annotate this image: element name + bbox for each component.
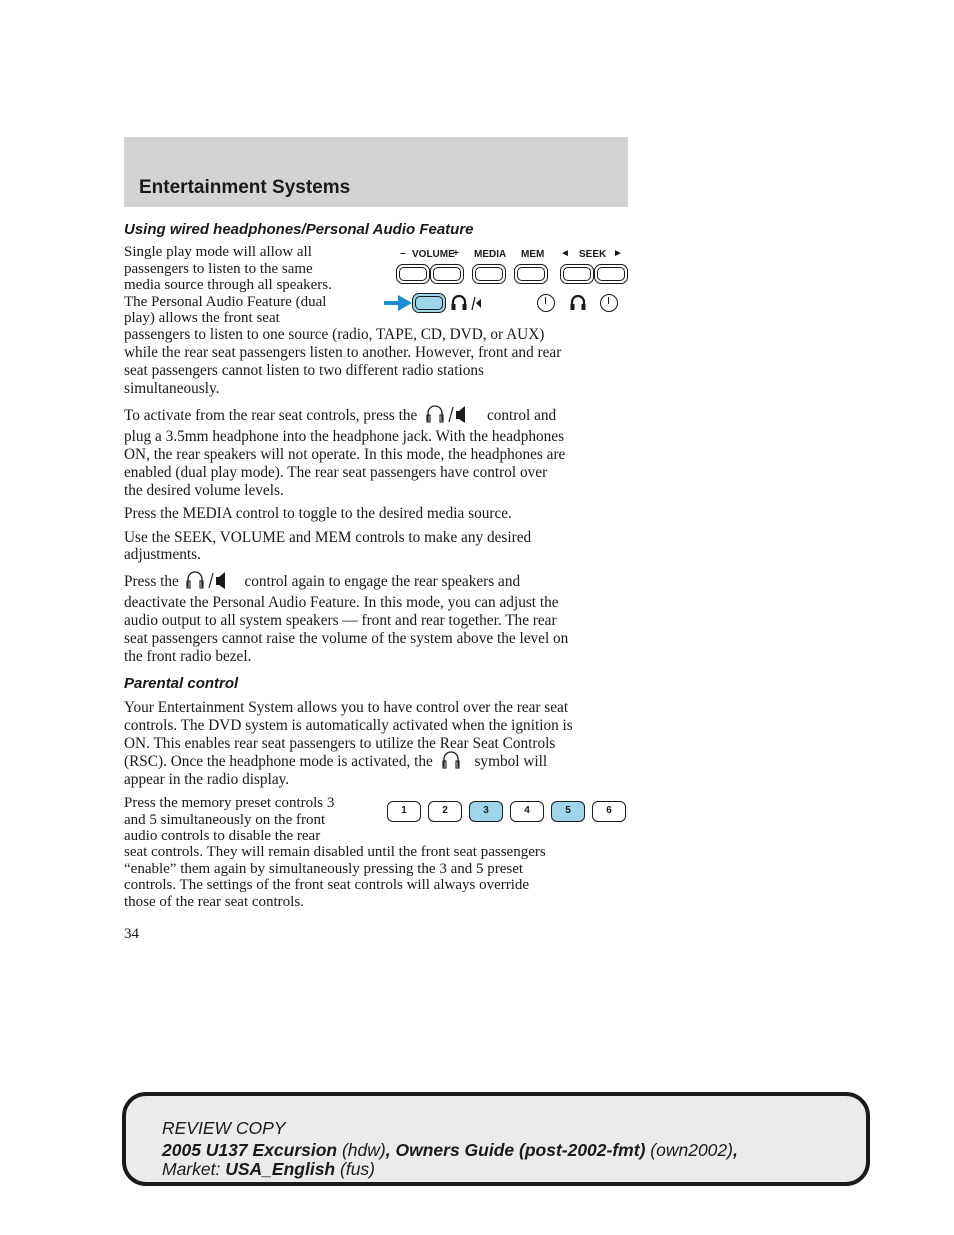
text-line: passengers to listen to the same <box>124 260 313 277</box>
text-line: simultaneously. <box>124 380 220 397</box>
text-line: deactivate the Personal Audio Feature. In this mode, you can adjust the <box>124 594 559 611</box>
subheading-headphones: Using wired headphones/Personal Audio Feature <box>124 221 474 238</box>
preset-button-3[interactable]: 3 <box>469 801 503 822</box>
page-title: Entertainment Systems <box>139 177 351 198</box>
activate-text-pre: To activate from the rear seat controls, press the <box>124 407 418 424</box>
media-label: MEDIA <box>474 249 507 260</box>
footer-model: 2005 U137 Excursion <box>162 1140 338 1160</box>
footer-sep: , <box>385 1140 391 1160</box>
text-line: enabled (dual play mode). The rear seat passengers have control over <box>124 464 548 481</box>
preset-button-4[interactable]: 4 <box>510 801 544 822</box>
text-line: seat passengers cannot raise the volume of the system above the level on <box>124 630 569 647</box>
text-line: controls. The DVD system is automatically activated when the ignition is <box>124 717 573 734</box>
text-line: media source through all speakers. <box>124 277 332 293</box>
headphone-speaker-icon <box>185 570 235 590</box>
volume-up-button[interactable] <box>430 264 464 284</box>
headphone-speaker-icon <box>425 404 475 424</box>
page-number: 34 <box>124 926 139 942</box>
text-line: the desired volume levels. <box>124 482 284 499</box>
text-line: and 5 simultaneously on the front <box>124 811 326 828</box>
memory-preset-buttons <box>386 801 630 825</box>
headphone-icon <box>441 750 463 770</box>
press-again-post: control again to engage the rear speakers and <box>244 573 521 590</box>
headphone-speaker-icon <box>450 294 484 312</box>
preset-button-5[interactable]: 5 <box>551 801 585 822</box>
text-line: audio controls to disable the rear <box>124 828 321 844</box>
preset-button-1[interactable]: 1 <box>387 801 421 822</box>
headphone-jack-icon <box>569 294 587 312</box>
text-line: The Personal Audio Feature (dual <box>124 293 327 310</box>
press-again-pre: Press the <box>124 573 179 590</box>
footer-model-code: (hdw) <box>341 1140 386 1160</box>
text-line-with-icon <box>124 753 547 771</box>
preset-button-6[interactable]: 6 <box>592 801 626 822</box>
text-line-with-icon <box>124 407 556 425</box>
text-line: those of the rear seat controls. <box>124 893 304 910</box>
text-line-with-icon <box>124 573 520 591</box>
volume-label: VOLUME <box>412 249 455 260</box>
footer-market: USA_English <box>225 1159 336 1179</box>
text-line: the front radio bezel. <box>124 648 252 665</box>
preset-button-2[interactable]: 2 <box>428 801 462 822</box>
text-line: plug a 3.5mm headphone into the headphone jack. With the headphones <box>124 428 565 445</box>
text-line: play) allows the front seat <box>124 310 280 326</box>
mem-button[interactable] <box>514 264 548 284</box>
p1-icon-pre: (RSC). Once the headphone mode is activated, the <box>124 753 433 770</box>
volume-knob-left-icon <box>537 294 555 312</box>
text-line: audio output to all system speakers — front and rear together. The rear <box>124 612 557 629</box>
text-line: Single play mode will allow all <box>124 244 312 260</box>
activate-text-post: control and <box>486 407 557 424</box>
volume-minus-label: – <box>400 248 406 259</box>
media-button[interactable] <box>472 264 506 284</box>
footer-market-label: Market: <box>162 1159 221 1179</box>
footer-market-code: (fus) <box>340 1159 375 1179</box>
text-line: Use the SEEK, VOLUME and MEM controls to make any desired <box>124 529 532 546</box>
subheading-parental-control: Parental control <box>124 675 239 692</box>
text-line: ON. This enables rear seat passengers to utilize the Rear Seat Controls <box>124 735 556 752</box>
text-line: while the rear seat passengers listen to another. However, front and rear <box>124 344 562 361</box>
footer-document-line <box>162 1140 738 1161</box>
text-line: Press the MEDIA control to toggle to the desired media source. <box>124 505 512 522</box>
text-line: adjustments. <box>124 546 201 563</box>
rear-seat-controls-figure <box>390 244 630 318</box>
seek-label: SEEK <box>579 249 607 260</box>
text-line: Your Entertainment System allows you to have control over the rear seat <box>124 699 569 716</box>
text-line: seat controls. They will remain disabled until the front seat passengers <box>124 844 546 860</box>
volume-plus-label: + <box>453 248 459 259</box>
headphone-speaker-toggle-button[interactable] <box>412 293 446 313</box>
footer-market-line <box>162 1159 375 1180</box>
volume-down-button[interactable] <box>396 264 430 284</box>
text-line: passengers to listen to one source (radio, TAPE, CD, DVD, or AUX) <box>124 326 545 343</box>
mem-label: MEM <box>521 249 545 260</box>
seek-up-button[interactable] <box>594 264 628 284</box>
text-line: controls. The settings of the front seat controls will always override <box>124 877 530 893</box>
footer-guide-code: (own2002) <box>650 1140 733 1160</box>
p1-icon-post: symbol will <box>474 753 548 770</box>
text-line: appear in the radio display. <box>124 771 290 788</box>
text-line: seat passengers cannot listen to two different radio stations <box>124 362 484 379</box>
text-line: Press the memory preset controls 3 <box>124 795 335 811</box>
volume-knob-right-icon <box>600 294 618 312</box>
seek-down-button[interactable] <box>560 264 594 284</box>
seek-left-label: ◄ <box>560 248 570 259</box>
review-copy-label: REVIEW COPY <box>162 1118 286 1138</box>
text-line: “enable” them again by simultaneously pressing the 3 and 5 preset <box>124 860 524 877</box>
pointer-arrow-icon <box>384 295 414 311</box>
footer-guide: Owners Guide (post-2002-fmt) <box>395 1140 646 1160</box>
seek-right-label: ► <box>613 248 623 259</box>
footer-sep: , <box>732 1140 738 1160</box>
text-line: ON, the rear speakers will not operate. In this mode, the headphones are <box>124 446 566 463</box>
